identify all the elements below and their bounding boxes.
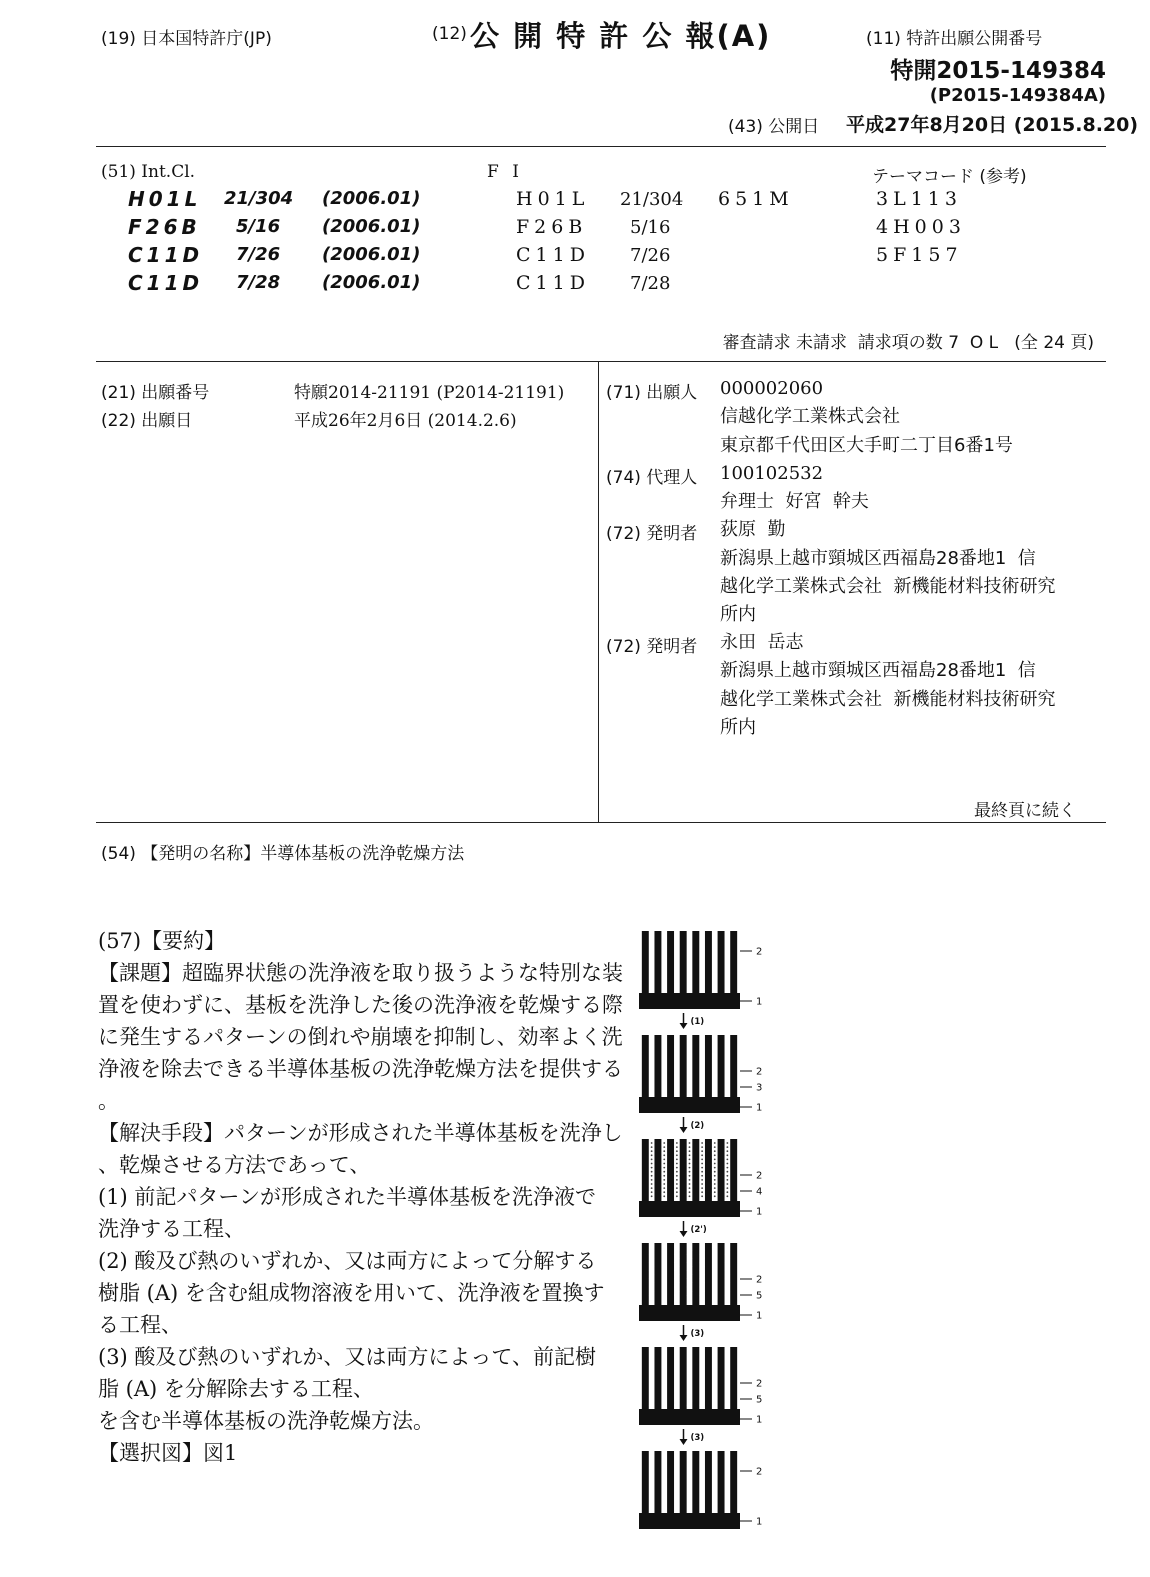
figure-panel — [639, 1243, 762, 1322]
pattern-fin — [692, 1035, 699, 1097]
step-label: (2') — [690, 1225, 707, 1235]
solution-dot — [651, 1159, 653, 1161]
pattern-fin — [680, 1035, 687, 1097]
document-kind-prefix: (12) — [432, 24, 467, 44]
solution-dot — [651, 1142, 653, 1144]
solution-dot — [714, 1179, 716, 1181]
arrow-head — [680, 1335, 688, 1341]
figure-panel — [639, 1139, 762, 1218]
classification-divider — [96, 361, 1106, 362]
solution-dot — [663, 1191, 665, 1193]
ipc-group: 7/28 — [236, 272, 281, 293]
solution-dot — [701, 1195, 703, 1197]
solution-dot — [676, 1195, 678, 1197]
solution-dot — [676, 1154, 678, 1156]
pattern-fin — [680, 931, 687, 993]
solution-dot — [663, 1195, 665, 1197]
fi-group: 5/16 — [630, 217, 671, 238]
step-arrow — [680, 1013, 705, 1029]
pattern-fin — [667, 1035, 674, 1097]
solution-dot — [663, 1154, 665, 1156]
solution-dot — [676, 1187, 678, 1189]
pattern-fin — [705, 1035, 712, 1097]
pattern-fin — [654, 931, 661, 993]
fi-group: 7/28 — [630, 273, 671, 294]
ipc-version: (2006.01) — [322, 216, 421, 237]
intcl-label: (51) Int.Cl. — [101, 162, 196, 182]
arrow-head — [680, 1231, 688, 1237]
solution-dot — [726, 1167, 728, 1169]
publication-date-label: (43) 公開日 — [728, 117, 820, 137]
reference-label: 5 — [756, 1394, 763, 1406]
reference-label: 2 — [756, 1066, 763, 1078]
abstract-line: を含む半導体基板の洗浄乾燥方法。 — [98, 1409, 434, 1433]
solution-dot — [726, 1142, 728, 1144]
pattern-fin — [680, 1347, 687, 1409]
pattern-fin — [692, 1243, 699, 1305]
abstract-line: 置を使わずに、基板を洗浄した後の洗浄液を乾燥する際 — [98, 993, 623, 1017]
applicant-address: 東京都千代田区大手町二丁目6番1号 — [720, 435, 1013, 456]
solution-dot — [714, 1163, 716, 1165]
fi-group: 21/304 — [620, 189, 684, 210]
reference-label: 1 — [756, 1310, 763, 1322]
ipc-group: 21/304 — [224, 188, 294, 209]
inventor-label: (72) 発明者 — [606, 637, 698, 657]
resin-fill — [675, 1246, 679, 1299]
pattern-fin — [692, 1451, 699, 1513]
step-arrow — [680, 1429, 705, 1445]
process-figure — [630, 925, 780, 1545]
solution-dot — [663, 1183, 665, 1185]
resin-residue — [662, 1397, 666, 1408]
resin-fill — [650, 1246, 654, 1299]
solution-dot — [714, 1159, 716, 1161]
solution-dot — [676, 1163, 678, 1165]
solution-dot — [663, 1159, 665, 1161]
solution-dot — [701, 1163, 703, 1165]
pattern-fin — [718, 1139, 725, 1201]
solution-dot — [651, 1195, 653, 1197]
agent-label: (74) 代理人 — [606, 468, 698, 488]
solution-dot — [701, 1159, 703, 1161]
pattern-fin — [667, 1139, 674, 1201]
solution-dot — [651, 1171, 653, 1173]
solution-dot — [726, 1191, 728, 1193]
step-label: (1) — [690, 1017, 705, 1027]
resin-residue — [688, 1397, 692, 1408]
pattern-fin — [705, 1347, 712, 1409]
resin-fill — [662, 1246, 666, 1299]
reference-label: 2 — [756, 1466, 763, 1478]
abstract-line: る工程、 — [98, 1313, 182, 1337]
solution-dot — [726, 1183, 728, 1185]
abstract-line: 【選択図】図1 — [98, 1441, 238, 1465]
solution-dot — [689, 1159, 691, 1161]
pattern-fin — [680, 1243, 687, 1305]
ipc-code: C11D — [128, 243, 204, 267]
publication-number-label: (11) 特許出願公開番号 — [866, 29, 1043, 49]
arrow-head — [680, 1439, 688, 1445]
solution-dot — [701, 1183, 703, 1185]
reference-label: 1 — [756, 1414, 763, 1426]
resin-residue — [650, 1397, 654, 1408]
solution-dot — [676, 1150, 678, 1152]
pattern-fin — [718, 1347, 725, 1409]
pattern-fin — [692, 931, 699, 993]
solution-dot — [663, 1146, 665, 1148]
solution-dot — [689, 1163, 691, 1165]
inventor-name: 荻原 勤 — [720, 519, 786, 540]
resin-fill — [726, 1246, 730, 1299]
pattern-fin — [692, 1139, 699, 1201]
reference-label: 1 — [756, 1206, 763, 1218]
resin-fill — [688, 1246, 692, 1299]
pattern-fin — [642, 1139, 649, 1201]
fi-code: C11D — [516, 272, 590, 294]
solution-dot — [676, 1167, 678, 1169]
reference-label: 4 — [756, 1186, 763, 1198]
solution-dot — [663, 1142, 665, 1144]
solution-dot — [726, 1146, 728, 1148]
pattern-fin — [730, 1139, 737, 1201]
abstract-line: 。 — [98, 1089, 119, 1113]
solution-dot — [714, 1183, 716, 1185]
pattern-fin — [718, 1451, 725, 1513]
applicant-name: 信越化学工業株式会社 — [720, 406, 900, 427]
parties-divider — [96, 822, 1106, 823]
pattern-fin — [730, 1347, 737, 1409]
patent-office: (19) 日本国特許庁(JP) — [101, 29, 272, 49]
solution-dot — [726, 1150, 728, 1152]
agent-name: 弁理士 好宮 幹夫 — [720, 491, 869, 512]
solution-dot — [689, 1154, 691, 1156]
ipc-version: (2006.01) — [322, 272, 421, 293]
reference-label: 5 — [756, 1290, 763, 1302]
pattern-fin — [680, 1139, 687, 1201]
inventor-address: 越化学工業株式会社 新機能材料技術研究 — [720, 576, 1056, 597]
abstract-line: 浄液を除去できる半導体基板の洗浄乾燥方法を提供する — [98, 1057, 623, 1081]
solution-dot — [651, 1167, 653, 1169]
theme-code: 5F157 — [876, 244, 963, 266]
reference-label: 2 — [756, 1378, 763, 1390]
pattern-fin — [642, 1243, 649, 1305]
publication-date: 平成27年8月20日 (2015.8.20) — [846, 114, 1139, 136]
ipc-group: 7/26 — [236, 244, 281, 265]
solution-dot — [676, 1191, 678, 1193]
filing-date: 平成26年2月6日 (2014.2.6) — [294, 411, 517, 431]
solution-dot — [689, 1142, 691, 1144]
step-arrow — [680, 1117, 705, 1133]
solution-dot — [676, 1142, 678, 1144]
solution-dot — [714, 1142, 716, 1144]
solution-dot — [689, 1150, 691, 1152]
inventor-label: (72) 発明者 — [606, 524, 698, 544]
solution-dot — [726, 1195, 728, 1197]
solution-dot — [689, 1191, 691, 1193]
ipc-group: 5/16 — [236, 216, 281, 237]
solution-dot — [714, 1150, 716, 1152]
inventor-address: 所内 — [720, 717, 756, 738]
solution-dot — [726, 1154, 728, 1156]
solution-dot — [689, 1167, 691, 1169]
solution-dot — [663, 1175, 665, 1177]
inventor-name: 永田 岳志 — [720, 632, 804, 653]
abstract-line: 【課題】超臨界状態の洗浄液を取り扱うような特別な装 — [98, 961, 623, 985]
solution-dot — [726, 1171, 728, 1173]
applicant-code: 000002060 — [720, 378, 824, 399]
solution-dot — [714, 1175, 716, 1177]
solution-dot — [714, 1171, 716, 1173]
abstract-line: 樹脂 (A) を含む組成物溶液を用いて、洗浄液を置換す — [98, 1281, 605, 1305]
ipc-code: F26B — [128, 215, 201, 239]
solution-dot — [676, 1175, 678, 1177]
solution-dot — [663, 1179, 665, 1181]
solution-dot — [676, 1179, 678, 1181]
pattern-fin — [730, 1451, 737, 1513]
solution-dot — [676, 1171, 678, 1173]
pattern-fin — [667, 931, 674, 993]
solution-dot — [689, 1171, 691, 1173]
solution-dot — [651, 1183, 653, 1185]
publication-number-alt: (P2015-149384A) — [929, 85, 1106, 106]
abstract-line: 【解決手段】パターンが形成された半導体基板を洗浄し — [98, 1121, 623, 1145]
reference-label: 1 — [756, 1102, 763, 1114]
pattern-fin — [654, 1243, 661, 1305]
pattern-fin — [730, 1243, 737, 1305]
pattern-fin — [654, 1451, 661, 1513]
solution-dot — [726, 1179, 728, 1181]
figure-panel — [639, 1035, 762, 1114]
reference-label: 3 — [756, 1082, 763, 1094]
ipc-code: H01L — [128, 187, 202, 211]
solution-dot — [714, 1167, 716, 1169]
filing-date-label: (22) 出願日 — [101, 411, 193, 431]
solution-dot — [726, 1187, 728, 1189]
pattern-fin — [705, 931, 712, 993]
arrow-head — [680, 1023, 688, 1029]
solution-dot — [651, 1154, 653, 1156]
continued-note: 最終頁に続く — [974, 801, 1076, 821]
inventor-address: 新潟県上越市頸城区西福島28番地1 信 — [720, 660, 1036, 681]
figure-panel — [639, 1347, 762, 1426]
solution-dot — [714, 1191, 716, 1193]
header-divider — [96, 146, 1106, 147]
ipc-code: C11D — [128, 271, 204, 295]
solution-dot — [701, 1142, 703, 1144]
solution-dot — [689, 1146, 691, 1148]
inventor-address: 所内 — [720, 604, 756, 625]
application-number-label: (21) 出願番号 — [101, 383, 210, 403]
solution-dot — [701, 1167, 703, 1169]
abstract-line: 洗浄する工程、 — [98, 1217, 245, 1241]
abstract-line: (2) 酸及び熱のいずれか、又は両方によって分解する — [98, 1249, 597, 1273]
solution-dot — [726, 1163, 728, 1165]
pattern-fin — [654, 1035, 661, 1097]
solution-dot — [651, 1191, 653, 1193]
figure-panel — [639, 1451, 762, 1529]
solution-dot — [689, 1175, 691, 1177]
solution-dot — [701, 1146, 703, 1148]
pattern-fin — [654, 1139, 661, 1201]
solution-dot — [714, 1154, 716, 1156]
solution-dot — [701, 1150, 703, 1152]
abstract-line: 脂 (A) を分解除去する工程、 — [98, 1377, 374, 1401]
theme-code: 4H003 — [876, 216, 966, 238]
pattern-fin — [718, 931, 725, 993]
solution-dot — [676, 1146, 678, 1148]
solution-dot — [714, 1195, 716, 1197]
document-kind: 公 開 特 許 公 報(A) — [470, 19, 772, 53]
resin-fill — [713, 1246, 717, 1299]
solution-dot — [663, 1163, 665, 1165]
theme-code-label: テーマコード (参考) — [872, 167, 1027, 187]
pattern-fin — [642, 1347, 649, 1409]
arrow-head — [680, 1127, 688, 1133]
step-label: (3) — [690, 1433, 705, 1443]
substrate — [639, 1409, 740, 1425]
reference-label: 2 — [756, 1274, 763, 1286]
theme-code: 3L113 — [876, 188, 962, 210]
solution-dot — [701, 1179, 703, 1181]
pattern-fin — [705, 1451, 712, 1513]
resin-fill — [700, 1246, 704, 1299]
pattern-fin — [642, 931, 649, 993]
solution-dot — [651, 1150, 653, 1152]
inventor-address: 越化学工業株式会社 新機能材料技術研究 — [720, 689, 1056, 710]
substrate — [639, 1513, 740, 1529]
resin-residue — [713, 1397, 717, 1408]
ipc-version: (2006.01) — [322, 188, 421, 209]
pattern-fin — [680, 1451, 687, 1513]
publication-number: 特開2015-149384 — [890, 58, 1106, 84]
fi-code: H01L — [516, 188, 590, 210]
resin-residue — [675, 1397, 679, 1408]
application-number: 特願2014-21191 (P2014-21191) — [294, 383, 565, 403]
pattern-fin — [654, 1347, 661, 1409]
fi-code: F26B — [516, 216, 588, 238]
invention-title: (54) 【発明の名称】半導体基板の洗浄乾燥方法 — [101, 844, 465, 864]
pattern-fin — [730, 931, 737, 993]
pattern-fin — [642, 1035, 649, 1097]
inventor-address: 新潟県上越市頸城区西福島28番地1 信 — [720, 548, 1036, 569]
solution-dot — [651, 1163, 653, 1165]
solution-dot — [689, 1195, 691, 1197]
column-divider — [598, 362, 599, 822]
abstract-line: 、乾燥させる方法であって、 — [98, 1153, 371, 1177]
applicant-label: (71) 出願人 — [606, 383, 698, 403]
pattern-fin — [667, 1451, 674, 1513]
solution-dot — [726, 1159, 728, 1161]
pattern-fin — [730, 1035, 737, 1097]
substrate — [639, 993, 740, 1009]
resin-residue — [700, 1397, 704, 1408]
solution-dot — [701, 1154, 703, 1156]
pattern-fin — [705, 1139, 712, 1201]
solution-dot — [689, 1179, 691, 1181]
solution-dot — [663, 1187, 665, 1189]
step-label: (2) — [690, 1121, 705, 1131]
solution-dot — [689, 1183, 691, 1185]
figure-panel — [639, 931, 762, 1009]
pattern-fin — [667, 1243, 674, 1305]
abstract — [98, 925, 623, 1469]
reference-label: 2 — [756, 1170, 763, 1182]
substrate — [639, 1305, 740, 1321]
solution-dot — [701, 1191, 703, 1193]
solution-dot — [651, 1146, 653, 1148]
abstract-heading: (57)【要約】 — [98, 929, 226, 953]
solution-dot — [726, 1175, 728, 1177]
abstract-line: に発生するパターンの倒れや崩壊を抑制し、効率よく洗 — [98, 1025, 623, 1049]
substrate — [639, 1201, 740, 1217]
solution-dot — [651, 1175, 653, 1177]
reference-label: 1 — [756, 1516, 763, 1528]
pattern-fin — [692, 1347, 699, 1409]
solution-dot — [663, 1171, 665, 1173]
step-arrow — [680, 1221, 707, 1237]
agent-code: 100102532 — [720, 463, 824, 484]
examination-request-line: 審査請求 未請求 請求項の数 7 O L (全 24 頁) — [722, 333, 1094, 353]
fi-group: 7/26 — [630, 245, 671, 266]
solution-dot — [676, 1183, 678, 1185]
solution-dot — [701, 1171, 703, 1173]
solution-dot — [714, 1146, 716, 1148]
fi-code: C11D — [516, 244, 590, 266]
reference-label: 1 — [756, 996, 763, 1008]
abstract-line: (1) 前記パターンが形成された半導体基板を洗浄液で — [98, 1185, 596, 1209]
pattern-fin — [718, 1035, 725, 1097]
solution-dot — [676, 1159, 678, 1161]
pattern-fin — [718, 1243, 725, 1305]
solution-dot — [651, 1179, 653, 1181]
solution-dot — [651, 1187, 653, 1189]
step-arrow — [680, 1325, 705, 1341]
ipc-version: (2006.01) — [322, 244, 421, 265]
solution-dot — [701, 1187, 703, 1189]
resin-residue — [726, 1397, 730, 1408]
pattern-fin — [642, 1451, 649, 1513]
substrate — [639, 1097, 740, 1113]
pattern-fin — [705, 1243, 712, 1305]
pattern-fin — [667, 1347, 674, 1409]
fi-label: F I — [487, 162, 523, 182]
step-label: (3) — [690, 1329, 705, 1339]
solution-dot — [663, 1150, 665, 1152]
abstract-line: (3) 酸及び熱のいずれか、又は両方によって、前記樹 — [98, 1345, 596, 1369]
solution-dot — [663, 1167, 665, 1169]
solution-dot — [701, 1175, 703, 1177]
solution-dot — [714, 1187, 716, 1189]
reference-label: 2 — [756, 946, 763, 958]
fi-extra: 651M — [718, 188, 794, 210]
solution-dot — [689, 1187, 691, 1189]
